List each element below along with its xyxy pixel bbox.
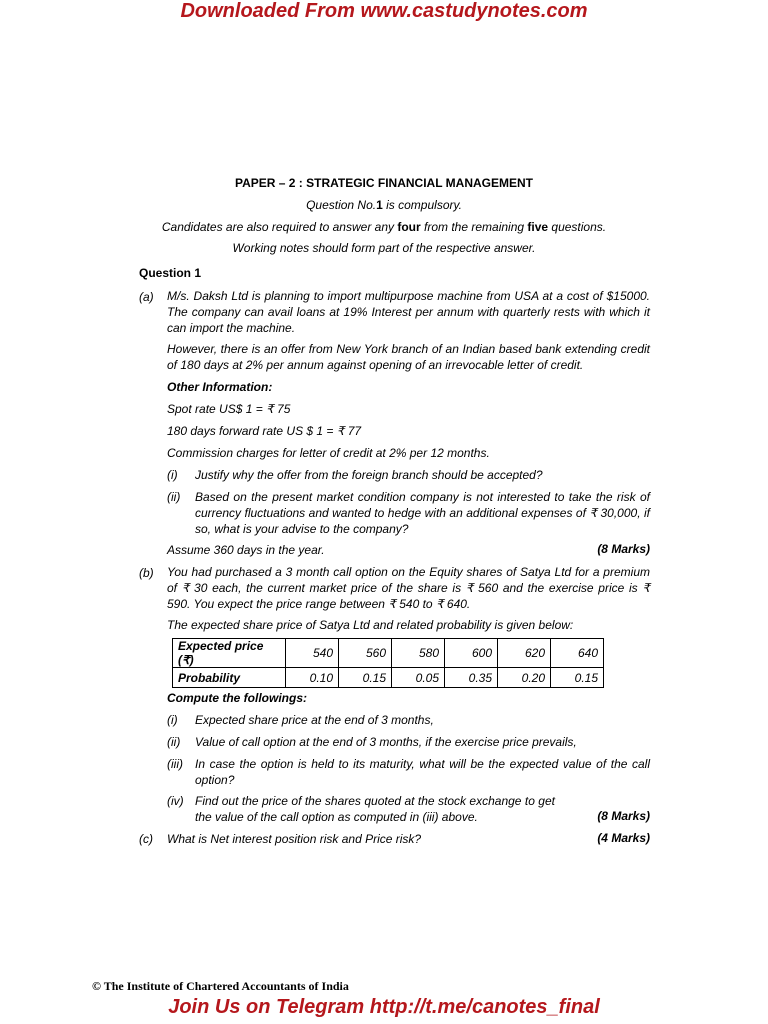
footer-copyright: © The Institute of Chartered Accountants of India bbox=[92, 979, 349, 993]
working-notes: Working notes should form part of the respective answer. bbox=[232, 241, 536, 255]
table-cell: 0.05 bbox=[392, 668, 445, 688]
part-b-i-label: (i) bbox=[167, 713, 178, 727]
part-a-ii-text: Based on the present market condition company is not interested to take the risk of currency fluctuations and wanted to hedge with an additional expenses of ₹ 30,000, if so, what is your advise to the company? bbox=[195, 490, 650, 536]
candidates-five: five bbox=[527, 220, 549, 234]
candidates-mid: from the remaining bbox=[420, 220, 528, 234]
spot-rate: Spot rate US$ 1 = ₹ 75 bbox=[167, 402, 291, 416]
paper-title: PAPER – 2 : STRATEGIC FINANCIAL MANAGEMENT bbox=[234, 176, 533, 190]
question-heading: Question 1 bbox=[139, 266, 202, 280]
part-a-label: (a) bbox=[139, 290, 154, 304]
compulsory-note bbox=[0, 198, 768, 212]
table-cell: 0.15 bbox=[339, 668, 392, 688]
top-watermark-banner: Downloaded From www.castudynotes.com bbox=[180, 0, 588, 22]
table-cell: 0.15 bbox=[551, 668, 604, 688]
table-row-label: Expected price (₹) bbox=[173, 639, 286, 668]
part-a-paragraph-1: M/s. Daksh Ltd is planning to import multipurpose machine from USA at a cost of $15000. The company can avail loans at 19% Interest per annum with quarterly rests with which it can import the machine. bbox=[167, 289, 650, 335]
part-c-marks: (4 Marks) bbox=[597, 831, 650, 845]
table-cell: 540 bbox=[286, 639, 339, 668]
part-b-iii-text: In case the option is held to its maturity, what will be the expected value of the call option? bbox=[195, 757, 650, 787]
candidates-four: four bbox=[397, 220, 421, 234]
commission-charges: Commission charges for letter of credit at 2% per 12 months. bbox=[167, 446, 490, 460]
part-b-iv-label: (iv) bbox=[167, 794, 184, 808]
part-c-label: (c) bbox=[139, 832, 153, 846]
table-row bbox=[173, 668, 604, 688]
part-b-paragraph-1: You had purchased a 3 month call option on the Equity shares of Satya Ltd for a premium of ₹ 30 each, the current market price of the share is ₹ 560 and the exercise price is ₹ 590. You expect the price range between ₹ 540 to ₹ 640. bbox=[167, 565, 650, 611]
part-a-paragraph-2: However, there is an offer from New York branch of an Indian based bank extending credit of 180 days at 2% per annum against opening of an irrevocable letter of credit. bbox=[167, 342, 650, 372]
part-b-paragraph-2: The expected share price of Satya Ltd and related probability is given below: bbox=[167, 618, 574, 632]
table-cell: 0.10 bbox=[286, 668, 339, 688]
other-information-heading: Other Information: bbox=[167, 380, 273, 394]
table-cell: 600 bbox=[445, 639, 498, 668]
part-b-label: (b) bbox=[139, 566, 154, 580]
part-b-ii-label: (ii) bbox=[167, 735, 181, 749]
part-b-iv-text: Find out the price of the shares quoted at the stock exchange to get the value of the call option as computed in (iii) above. bbox=[195, 794, 555, 824]
part-a-marks: (8 Marks) bbox=[597, 542, 650, 556]
compulsory-num: 1 bbox=[376, 198, 383, 212]
part-b-i-text: Expected share price at the end of 3 months, bbox=[195, 713, 434, 727]
compulsory-pre: Question No. bbox=[306, 198, 377, 212]
candidates-post: questions. bbox=[548, 220, 607, 234]
table-cell: 0.35 bbox=[445, 668, 498, 688]
part-b-iii-label: (iii) bbox=[167, 757, 183, 771]
compulsory-post: is compulsory. bbox=[382, 198, 462, 212]
forward-rate: 180 days forward rate US $ 1 = ₹ 77 bbox=[167, 424, 362, 438]
assume-note: Assume 360 days in the year. bbox=[167, 543, 325, 557]
price-probability-table bbox=[172, 638, 604, 688]
table-cell: 620 bbox=[498, 639, 551, 668]
part-a-i-text: Justify why the offer from the foreign branch should be accepted? bbox=[195, 468, 543, 482]
table-row bbox=[173, 639, 604, 668]
bottom-watermark-banner: Join Us on Telegram http://t.me/canotes_final bbox=[168, 996, 600, 1018]
table-cell: 580 bbox=[392, 639, 445, 668]
table-row-label: Probability bbox=[173, 668, 286, 688]
compute-heading: Compute the followings: bbox=[167, 691, 307, 705]
table-cell: 640 bbox=[551, 639, 604, 668]
candidates-note bbox=[0, 220, 768, 234]
candidates-pre: Candidates are also required to answer any bbox=[161, 220, 398, 234]
table-cell: 0.20 bbox=[498, 668, 551, 688]
part-a-i-label: (i) bbox=[167, 468, 178, 482]
part-b-ii-text: Value of call option at the end of 3 months, if the exercise price prevails, bbox=[195, 735, 577, 749]
part-c-text: What is Net interest position risk and Price risk? bbox=[167, 832, 422, 846]
part-a-ii-label: (ii) bbox=[167, 490, 181, 504]
part-b-marks: (8 Marks) bbox=[597, 809, 650, 823]
table-cell: 560 bbox=[339, 639, 392, 668]
